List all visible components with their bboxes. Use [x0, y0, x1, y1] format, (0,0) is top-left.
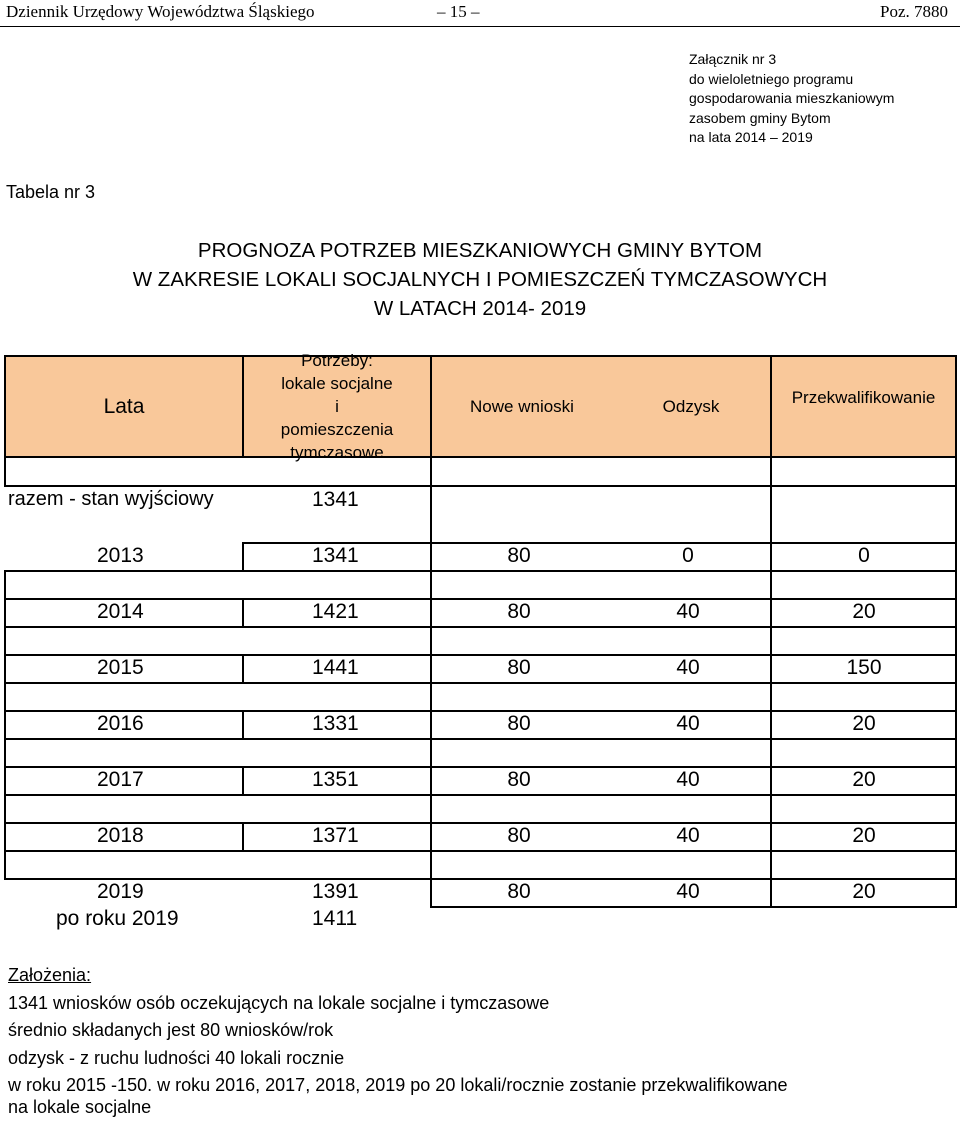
table-rule: [955, 355, 957, 907]
column-header-przekwalifikowanie: Przekwalifikowanie: [791, 387, 936, 407]
assumption-line: na lokale socjalne: [8, 1096, 152, 1117]
table-rule: [430, 906, 957, 908]
year-cell: 2019: [97, 880, 144, 903]
journal-title: Dziennik Urzędowy Województwa Śląskiego: [6, 2, 315, 21]
potrzeby-cell: 1341: [312, 544, 359, 567]
assumptions-heading: Założenia:: [8, 965, 92, 985]
przekw-cell: 150: [846, 656, 882, 679]
przekw-cell: 20: [852, 600, 876, 623]
position-number: Poz. 7880: [880, 2, 948, 21]
nowe-cell: 80: [507, 768, 531, 791]
odzysk-cell: 40: [676, 880, 700, 903]
table-rule: [4, 456, 957, 458]
column-header-odzysk: Odzysk: [662, 397, 720, 416]
potrzeby-cell: 1331: [312, 712, 359, 735]
table-rule: [4, 850, 957, 852]
potrzeby-cell: 1441: [312, 656, 359, 679]
potrzeby-cell: 1421: [312, 600, 359, 623]
column-header-potrzeby: Potrzeby: lokale socjalne i pomieszczenia tymczasowe: [280, 351, 394, 462]
assumption-line: odzysk - z ruchu ludności 40 lokali rocznie: [8, 1047, 345, 1068]
odzysk-cell: 40: [676, 712, 700, 735]
odzysk-cell: 40: [676, 600, 700, 623]
nowe-cell: 80: [507, 712, 531, 735]
nowe-cell: 80: [507, 880, 531, 903]
annex-line: zasobem gminy Bytom: [689, 109, 831, 126]
column-header-lata: Lata: [103, 395, 145, 418]
page-number: – 15 –: [437, 2, 480, 21]
odzysk-cell: 40: [676, 824, 700, 847]
odzysk-cell: 40: [676, 656, 700, 679]
assumptions-notes: [8, 962, 787, 1121]
przekw-cell: 20: [852, 880, 876, 903]
assumption-line: w roku 2015 -150. w roku 2016, 2017, 2018, 2019 po 20 lokali/rocznie zostanie przekwalifikowane: [8, 1075, 788, 1095]
year-cell: 2013: [97, 544, 144, 567]
after-label: po roku 2019: [56, 907, 179, 930]
nowe-cell: 80: [507, 656, 531, 679]
table-rule: [4, 738, 957, 740]
przekw-cell: 20: [852, 768, 876, 791]
after-potrzeby: 1411: [312, 907, 358, 930]
przekw-cell: 0: [858, 544, 870, 567]
table-rule: [242, 542, 244, 571]
table-rule: [242, 654, 244, 683]
column-header-nowe-wnioski: Nowe wnioski: [470, 397, 574, 416]
annex-line: na lata 2014 – 2019: [689, 129, 813, 146]
table-rule: [242, 766, 244, 795]
table-number: Tabela nr 3: [6, 182, 96, 202]
przekw-cell: 20: [852, 824, 876, 847]
nowe-cell: 80: [507, 544, 531, 567]
annex-line: do wieloletniego programu: [689, 70, 854, 87]
year-cell: 2015: [97, 656, 144, 679]
table-rule: [4, 626, 957, 628]
table-rule: [4, 570, 6, 879]
przekw-cell: 20: [852, 712, 876, 735]
table-rule: [4, 682, 957, 684]
nowe-cell: 80: [507, 824, 531, 847]
table-rule: [242, 822, 244, 851]
assumption-line: 1341 wniosków osób oczekujących na lokale socjalne i tymczasowe: [8, 992, 550, 1013]
odzysk-cell: 0: [682, 544, 694, 567]
table-rule: [242, 710, 244, 739]
annex-line: Załącznik nr 3: [689, 51, 777, 67]
odzysk-cell: 40: [676, 768, 700, 791]
annex-note: [689, 50, 894, 148]
title-line: W LATACH 2014- 2019: [373, 297, 587, 320]
table-rule: [4, 570, 957, 572]
year-cell: 2018: [97, 824, 144, 847]
nowe-cell: 80: [507, 600, 531, 623]
year-cell: 2016: [97, 712, 144, 735]
potrzeby-cell: 1371: [312, 824, 359, 847]
baseline-label: razem - stan wyjściowy: [8, 488, 214, 510]
title-line: W ZAKRESIE LOKALI SOCJALNYCH I POMIESZCZEŃ TYMCZASOWYCH: [132, 268, 828, 291]
year-cell: 2014: [97, 600, 144, 623]
table-rule: [242, 598, 244, 627]
assumption-line: średnio składanych jest 80 wniosków/rok: [8, 1020, 334, 1040]
table-rule: [770, 355, 772, 907]
table-rule: [4, 485, 957, 487]
header-rule: [0, 26, 960, 27]
potrzeby-cell: 1351: [312, 768, 359, 791]
baseline-potrzeby: 1341: [312, 488, 359, 511]
potrzeby-cell: 1391: [312, 880, 359, 903]
document-title: [0, 236, 960, 323]
table-rule: [4, 794, 957, 796]
title-line: PROGNOZA POTRZEB MIESZKANIOWYCH GMINY BYTOM: [197, 239, 763, 262]
year-cell: 2017: [97, 768, 144, 791]
annex-line: gospodarowania mieszkaniowym: [689, 90, 895, 107]
